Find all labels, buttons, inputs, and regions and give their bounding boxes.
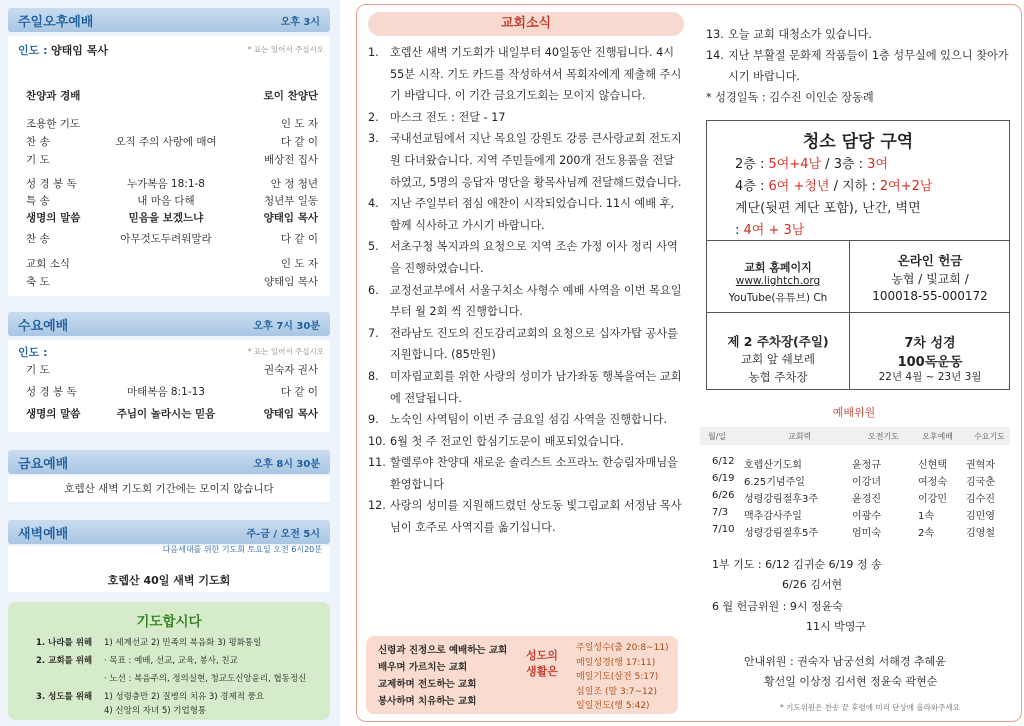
left-panel [0,0,340,726]
bible-reading-title: 7차 성경 [904,336,956,351]
table-cell: 김영철 [966,528,995,539]
news-item [368,452,684,495]
news-item [368,431,684,453]
vision-item: 신령과 진정으로 예배하는 교회 [378,645,508,656]
friday-text: 호렙산 새벽 기도회 기간에는 모이지 않습니다 [8,476,330,502]
order-detail: 내 마음 다해 [137,195,195,207]
offering-committee: 6 월 헌금위원 : 9시 정윤숙 [712,600,843,613]
table-cell: 여정숙 [918,477,947,488]
table-header: 교회력 [788,432,812,441]
news-number: 3. [368,132,379,146]
news-number: 12. [368,499,386,513]
stand-note: * 표는 일어서 주십시오 [247,347,324,356]
table-cell: 이광수 [852,511,881,522]
vision-item: 교제하며 전도하는 교회 [378,679,477,690]
order-person: 양태임 목사 [263,276,318,288]
parking-line-1: 교회 앞 쉐보레 [741,352,815,366]
news-text: 6월 첫 주 전교인 합심기도문이 배포되었습니다. [390,434,624,448]
order-item: 조용한 기도 [26,118,81,130]
order-detail: 주님이 놀라시는 믿음 [116,408,216,420]
news-number: 5. [368,240,379,254]
table-cell: 7/3 [712,507,729,518]
info-grid [706,240,1010,390]
order-person: 청년부 일동 [263,195,318,207]
table-row [706,473,1010,487]
bible-reading-sub: 100독운동 [897,355,963,370]
table-cell: 엄미숙 [852,528,881,539]
order-item: 기 도 [26,154,50,166]
worship-committee-header [700,427,1010,445]
prayer-line [36,636,261,648]
stand-note: * 표는 일어서 주십시오 [247,45,324,54]
order-row [26,176,318,192]
order-row [26,152,318,168]
dawn-title: 새벽예배 [18,526,69,542]
order-item: 생명의 말씀 [26,408,81,420]
order-item: 교회 소식 [26,258,70,270]
dawn-sub: 다음세대를 위한 기도회 토요일 오전 6시20분 [162,545,322,554]
offering-bank: 농협 / 빛교회 / [891,272,969,286]
news-text: 지난 주일부터 점심 애찬이 시작되었습니다. 11시 예배 후, 함께 식사하고 가시기 바랍니다. [390,197,674,232]
order-person: 로이 찬양단 [263,90,318,102]
order-row [26,406,318,422]
order-person: 다 같 이 [280,233,318,245]
table-cell: 맥추감사주일 [744,511,802,522]
order-row [26,116,318,132]
leader-name: 양태임 목사 [50,44,108,57]
order-row [26,362,318,378]
news-item [368,42,684,107]
table-row [706,456,1010,470]
news-number: 1. [368,46,379,59]
table-cell: 2속 [918,528,935,539]
prayer-items: 4) 신앙의 자녀 5) 기업형통 [104,706,207,716]
dawn-time: 주-금 / 오전 5시 [246,528,320,540]
order-item: 찬 송 [26,136,50,148]
news-item [368,409,684,431]
prayer-line [36,690,264,702]
vision-box [366,636,678,714]
table-cell: 김수진 [966,494,995,505]
news-text: 노숙인 사역팀이 이번 주 금요일 섬김 사역을 진행합니다. [390,413,668,427]
sunday-title: 주일오후예배 [18,14,94,30]
table-cell: 윤경진 [852,494,881,505]
prayer-title: 기도합시다 [136,614,202,630]
order-row [26,210,318,226]
offering-committee-2: 11시 박영구 [806,620,866,633]
order-person: 다 같 이 [280,136,318,148]
table-cell: 신현택 [918,460,947,471]
table-cell: 6/26 [712,490,735,501]
vision-item: 봉사하며 치유하는 교회 [378,696,477,707]
parking-line-2: 농협 주차장 [748,370,808,384]
offering-title: 온라인 헌금 [897,253,963,268]
order-row [26,256,318,272]
prayer-line [36,654,238,666]
order-item: 찬양과 경배 [26,90,81,102]
news-item [368,323,684,366]
news-item [368,128,684,193]
order-row [26,193,318,209]
news-text: 지난 부활절 문화제 작품들이 1층 성무실에 있으니 찾아가시기 바랍니다. [728,49,1009,83]
table-row [706,490,1010,504]
order-person: 인 도 자 [280,118,318,130]
news-number: 2. [368,110,379,124]
news-text: 사랑의 성미를 지원해드렸던 상도동 빛그림교회 서정남 목사님이 호주로 사역지를 옮기십니다. [390,499,682,535]
news-number: 11. [368,456,386,470]
table-cell: 6/19 [712,473,735,484]
ushers-line-2: 황선일 이상정 김서현 정윤숙 곽현순 [764,675,938,688]
cleaning-line-4: : 4여 + 3남 [735,223,805,238]
dawn-text: 호렙산 40일 새벽 기도회 [107,574,231,587]
news-text: 마스크 전도 : 전달 - 17 [390,110,506,124]
table-cell: 1속 [918,511,935,522]
table-cell: 이강민 [918,494,947,505]
news-number: 10. [368,434,386,448]
prayer-topic: 1. 나라를 위해 [36,638,93,648]
vision-label: 성도의 생활은 [526,649,558,678]
order-item: 성 경 봉 독 [26,178,77,190]
prayer-topic: 3. 성도를 위해 [36,692,93,702]
news-item [706,45,1014,87]
table-cell: 김국춘 [966,477,995,488]
bible-reading-names: * 성경일독 : 김수진 이인순 장동례 [706,91,874,104]
news-text: 호렙산 새벽 기도회가 내일부터 40일동안 진행됩니다. 4시 55분 시작. 기도 카드를 작성하셔서 목회자에게 제출해 주시기 바랍니다. 이 기간 금요기도회는 모이지 않습니다. [390,46,682,103]
news-number: 4. [368,197,379,211]
news-item [368,366,684,409]
order-row [26,274,318,290]
friday-time: 오후 8시 30분 [253,458,320,470]
table-header: 월/일 [708,432,727,441]
first-prayer-2: 6/26 김서현 [782,578,843,591]
bible-reading-period: 22년 4월 ~ 23년 3월 [878,371,982,383]
worship-committee-title: 예배위원 [832,406,876,419]
news-text: 교정선교부에서 서울구치소 사형수 예배 사역을 이번 목요일부터 월 2회 씩 진행합니다. [390,283,682,319]
order-detail: 오직 주의 사랑에 매여 [115,136,217,148]
news-item [706,24,1014,45]
news-number: 14. [706,49,724,62]
order-person: 인 도 자 [280,258,318,270]
cleaning-line-3: 계단(뒷편 계단 포함), 난간, 벽면 [735,201,921,216]
news-item [368,193,684,236]
offering-account: 100018-55-000172 [872,289,988,303]
sunday-header [8,8,330,32]
wednesday-time: 오후 7시 30분 [253,320,320,332]
order-item: 특 송 [26,195,50,207]
cleaning-line-1: 2층 : 5여+4남 / 3층 : 3여 [735,157,889,172]
cleaning-line-2: 4층 : 6여 +청년 / 지하 : 2여+2남 [735,179,933,194]
order-detail: 아무것도두려워말라 [120,233,212,245]
news-number: 7. [368,326,379,340]
order-item: 성 경 봉 독 [26,386,77,398]
order-item: 찬 송 [26,233,50,245]
order-person: 다 같 이 [280,386,318,398]
prayer-items: · 노선 : 복음주의, 정의실현, 청교도신앙윤리, 협동정신 [104,674,307,684]
news-text: 오늘 교회 대청소가 있습니다. [728,28,872,41]
order-row [26,88,318,104]
news-text: 할렐루야 찬양대 새로운 솔리스트 소프라노 한승림자매님을 환영합니다 [390,456,678,491]
prayer-line [36,704,206,716]
news-list-continued [706,24,1014,108]
order-detail: 믿음을 보겠느냐 [128,212,204,224]
news-number: 9. [368,413,379,427]
life-item: 매일기도(살전 5:17) [576,672,659,682]
table-cell: 7/10 [712,524,735,535]
life-item: 주일성수(출 20:8~11) [576,643,669,653]
vision-item: 배우며 가르치는 교회 [378,662,468,673]
table-cell: 호렙산기도회 [744,460,802,471]
first-prayer: 1부 기도 : 6/12 김귀순 6/19 정 송 [712,558,882,571]
news-number: 8. [368,369,379,383]
news-text: 서초구청 복지과의 요청으로 지역 조손 가정 이사 정리 사역을 진행하였습니다. [390,240,678,275]
table-cell: 윤정규 [852,460,881,471]
prayer-line [36,672,306,684]
table-cell: 성령강림절후3주 [744,494,818,505]
news-title: 교회소식 [368,12,684,36]
committee-footnote: * 기도위원은 찬송 끝 후렴에 미리 단상에 올라와주세요 [780,703,960,712]
news-item [368,236,684,279]
homepage-link[interactable]: www.lightch.org [735,275,821,287]
homepage-title: 교회 홈페이지 [744,261,812,274]
news-item [368,495,684,538]
leader-label: 인도 : [18,44,48,57]
order-row [26,384,318,400]
parking-title: 제 2 주차장(주일) [727,334,829,349]
news-text: 국내선교팀에서 지난 목요일 강원도 강릉 큰사랑교회 전도지원 다녀왔습니다. 지역 주민들에게 200개 전도용품을 전달하였고, 5명의 응답자 명단을 황목사님께 전달해드렸습니다. [390,132,682,189]
news-number: 6. [368,283,379,297]
life-item: 일일전도(행 5:42) [576,701,650,711]
cleaning-box [706,120,1010,240]
order-detail: 마태복음 8:1-13 [127,386,205,398]
order-person: 권숙자 권사 [263,364,318,376]
youtube-link[interactable]: YouTube(유튜브) Ch [728,292,828,304]
table-header: 수요기도 [974,432,1005,441]
table-header: 오후예배 [922,432,953,441]
wednesday-header [8,312,330,336]
order-person: 배상전 집사 [263,154,318,166]
order-person: 양태임 목사 [263,212,318,224]
ushers-line-1: 안내위원 : 권숙자 남궁선희 서해경 추혜윤 [744,655,946,668]
order-detail: 누가복음 18:1-8 [127,178,205,190]
leader-label: 인도 : [18,346,48,359]
order-person: 양태임 목사 [263,408,318,420]
prayer-box [8,602,330,720]
prayer-items: 1) 성령충만 2) 질병의 치유 3) 경제적 풍요 [104,692,265,702]
prayer-items: 1) 세계선교 2) 민족의 복음화 3) 평화통일 [104,638,262,648]
table-header: 오전기도 [868,432,899,441]
table-cell: 성령강림절후5주 [744,528,818,539]
table-cell: 6.25기념주일 [744,477,805,488]
order-item: 생명의 말씀 [26,212,81,224]
sunday-time: 오후 3시 [280,16,320,28]
news-text: 전라남도 진도의 진도감리교회의 요청으로 십자가탑 공사를 지원합니다. (85만원) [390,326,678,362]
news-item [368,107,684,129]
order-item: 기 도 [26,364,50,376]
wednesday-title: 수요예배 [18,318,69,334]
table-cell: 김민영 [966,511,995,522]
order-row [26,231,318,247]
news-text: 미자립교회를 위한 사랑의 성미가 남가좌동 행복을여는 교회에 전달됩니다. [390,369,682,405]
table-cell: 이강녀 [852,477,881,488]
life-item: 십일조 (말 3:7~12) [576,686,657,697]
table-cell: 6/12 [712,456,735,467]
news-number: 13. [706,28,724,41]
prayer-items: · 목표 : 예배, 선교, 교육, 봉사, 친교 [104,656,238,666]
news-item [368,280,684,323]
life-item: 매일성경(행 17:11) [576,657,656,668]
dawn-header [8,520,330,544]
friday-title: 금요예배 [18,456,69,472]
table-cell: 권혁자 [966,460,995,471]
prayer-topic: 2. 교회를 위해 [36,656,93,666]
cleaning-title: 청소 담당 구역 [802,132,914,152]
table-row [706,524,1010,538]
friday-header [8,450,330,474]
order-person: 안 정 청년 [270,178,318,190]
table-row [706,507,1010,521]
news-list [368,42,684,539]
order-item: 축 도 [26,276,50,288]
order-row [26,134,318,150]
